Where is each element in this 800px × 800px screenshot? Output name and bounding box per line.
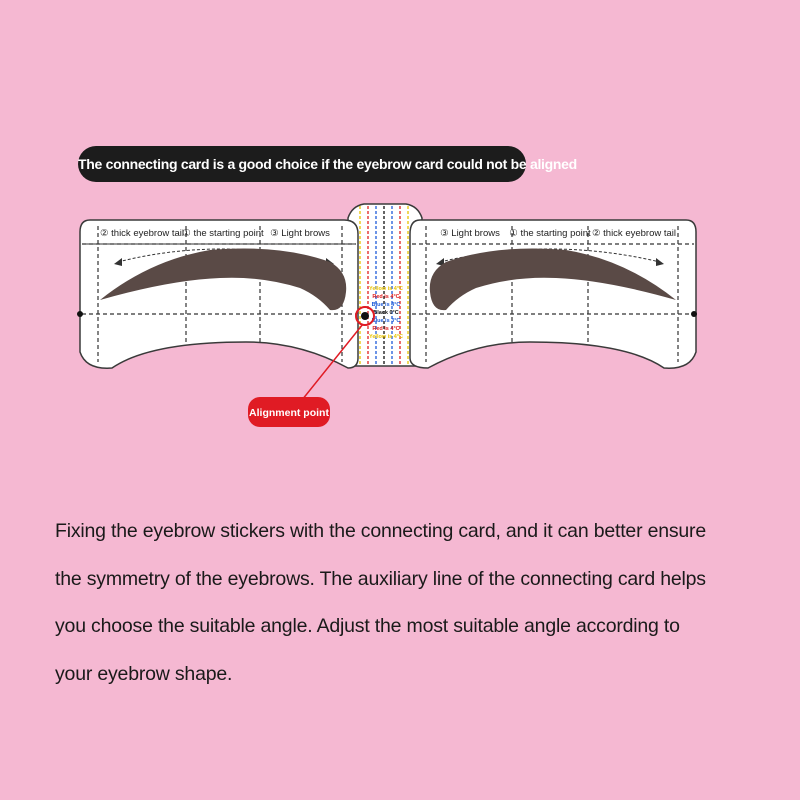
connector-label-6: Red is 4°C (372, 326, 400, 332)
connector-label-4: Black 0°C (373, 310, 399, 316)
info-banner: The connecting card is a good choice if the eyebrow card could not be aligned (78, 146, 526, 182)
right-stencil-card (410, 220, 697, 368)
description-line-4: your eyebrow shape. (55, 662, 233, 685)
description-line-3: you choose the suitable angle. Adjust the most suitable angle according to (55, 615, 680, 637)
connector-label-2: Red is 4°C (372, 294, 400, 300)
left-stencil-card (77, 220, 358, 368)
description (55, 508, 775, 698)
left-col-label-3: ③ Light brows (270, 228, 330, 239)
connector-label-1: Yellow is 4°C (369, 286, 403, 292)
right-col-label-2: ① the starting point (509, 228, 591, 239)
right-col-label-3: ② thick eyebrow tail (591, 228, 677, 239)
connector-label-7: Yellow is 4°C (369, 334, 403, 340)
alignment-point-label: Alignment point (249, 407, 329, 419)
left-col-label-1: ② thick eyebrow tail (99, 228, 185, 239)
connector-label-3: Blue is 4°C (371, 302, 401, 308)
description-line-2: the symmetry of the eyebrows. The auxiliary line of the connecting card helps (55, 567, 706, 590)
connector-label-5: Blue is 3°C (371, 318, 401, 324)
description-line-1: Fixing the eyebrow stickers with the connecting card, and it can better ensure (55, 520, 706, 542)
right-col-label-1: ③ Light brows (440, 228, 500, 239)
left-col-label-2: ① the starting point (182, 228, 264, 239)
